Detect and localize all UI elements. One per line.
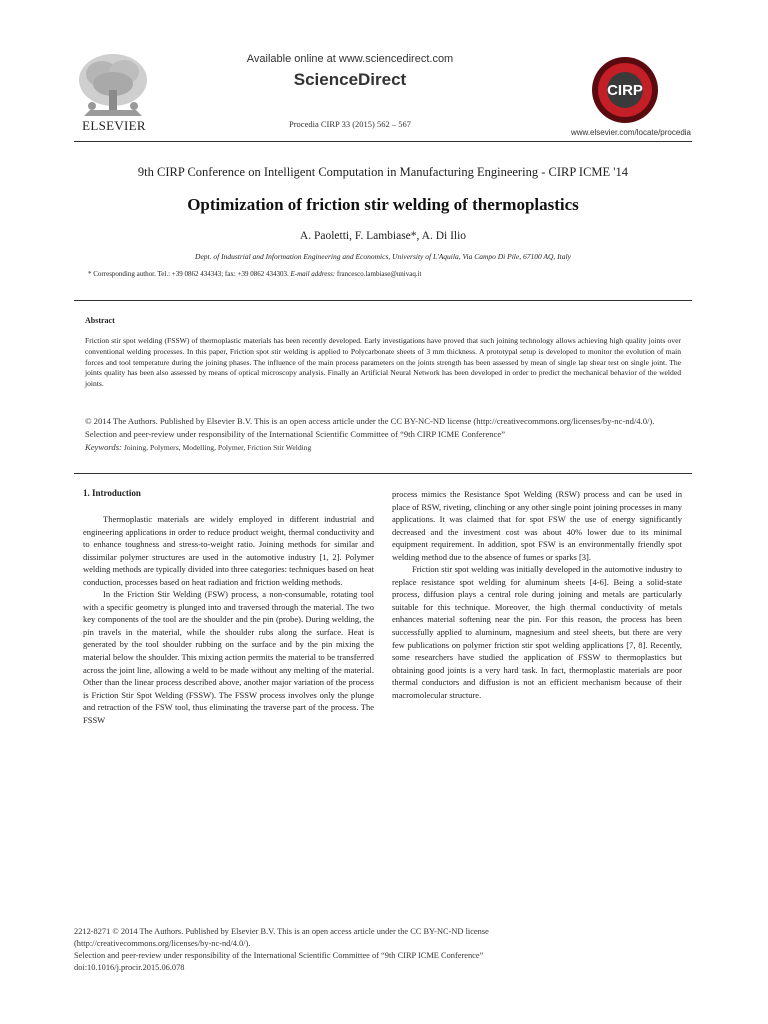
left-column: [83, 513, 374, 726]
corresponding-contact: * Corresponding author. Tel.: +39 0862 434343; fax: +39 0862 434303.: [88, 270, 291, 278]
footer-peer-review: Selection and peer-review under responsibility of the International Scientific Committee of “9th CIRP ICME Conference”: [74, 951, 484, 960]
footer-license-url[interactable]: (http://creativecommons.org/licenses/by-nc-nd/4.0/).: [74, 939, 251, 948]
cirp-logo-text: CIRP: [607, 82, 643, 99]
license-block: [85, 415, 685, 454]
paragraph: Friction stir spot welding was initially developed in the automotive industry to replace resistance spot welding for aluminum sheets [4-6]. Being a solid-state process, diffusion plays a central role during joining and metals are particularly suitable for this technique. Moreover, the high thermal conductivity of metals enhances material softening near the pin. For this reason, the process has been successfully applied to aluminum, magnesium and steel sheets, but there are very few publications on polymer friction stir spot welding applications [7, 8]. Recently, some researchers have studied the application of FSSW to thermoplastics but obtaining good joints is a very hard task. In fact, thermoplastic materials are poor thermal conductors and diffusion is not an efficient mechanism because of their macromolecular structure.: [392, 564, 682, 700]
abstract-body: Friction stir spot welding (FSSW) of thermoplastic materials has been recently developed. Early investigations have proved that such joining technology allows achieving high quality joints over conventional welding processes. In this paper, Friction spot stir welding is applied to Polycarbonate sheets of 3 mm thickness. A prototypal setup is developed to monitor the evolution of main forces and tool temperature during the joining phases. The influence of the main process parameters on the joints strength has been assessed by mean of single lap shear test on single joint. The joints quality has been also assessed by means of optical microscopy analysis. Finally an Artificial Neural Network has been developed in order to predict the mechanical behavior of the welded joints.: [85, 336, 681, 389]
email-label: E-mail address:: [290, 270, 336, 278]
paragraph: Thermoplastic materials are widely employed in different industrial and engineering applications in order to reduce product weight, thermal conductivity and to enhance toughness and stress-to-weight ratio. Joining methods for similar and dissimilar polymer structures are used in the automotive industry [1, 2]. Polymer welding methods are typically divided into three categories: techniques based on heat conduction, processes based on heat radiation and friction welding methods.: [83, 514, 374, 587]
sciencedirect-brand: ScienceDirect: [293, 70, 407, 89]
publisher-name: ELSEVIER: [82, 118, 146, 133]
email-address[interactable]: francesco.lambiase@univaq.it: [335, 270, 422, 278]
journal-homepage-link[interactable]: www.elsevier.com/locate/procedia: [570, 128, 691, 137]
paragraph: process mimics the Resistance Spot Welding (RSW) process and can be used in place of RSW, riveting, clinching or any other single point joining processes in many applications. It was claimed that for spot FSW the use of energy significantly decreased and the investment cost was about 40% lower due to its minimal equipment requirement. In addition, spot FSW is an environmentally friendly spot welding method due to the absence of fumes or sparks [3].: [392, 489, 682, 562]
footer-doi[interactable]: doi:10.1016/j.procir.2015.06.078: [74, 963, 185, 972]
section-heading: 1. Introduction: [83, 488, 141, 498]
peer-review-statement: Selection and peer-review under responsibility of the International Scientific Committee of “9th CIRP ICME Conference”: [85, 429, 506, 439]
keywords-list: Joining, Polymers, Modelling, Polymer, Friction Stir Welding: [121, 443, 312, 452]
abstract-heading: Abstract: [85, 316, 115, 325]
abstract-bottom-divider: [74, 473, 692, 474]
keywords-label: Keywords:: [85, 442, 122, 452]
author-list: A. Paoletti, F. Lambiase*, A. Di Ilio: [299, 230, 467, 242]
cirp-logo: [585, 55, 665, 125]
available-online-text: Available online at www.sciencedirect.com: [246, 53, 454, 65]
corresponding-author: [88, 270, 688, 278]
header-divider: [74, 141, 692, 142]
conference-name: 9th CIRP Conference on Intelligent Computation in Manufacturing Engineering - CIRP ICME '14: [137, 165, 629, 179]
page-footer: [74, 926, 692, 974]
abstract-top-divider: [74, 300, 692, 301]
paper-title: Optimization of friction stir welding of thermoplastics: [187, 195, 579, 214]
affiliation: Dept. of Industrial and Information Engineering and Economics, University of L'Aquila, Via Campo Di Pile, 67100 AQ, Italy: [195, 252, 571, 261]
right-column: [392, 488, 682, 701]
license-statement: © 2014 The Authors. Published by Elsevier B.V. This is an open access article under the CC BY-NC-ND license (http://creativecommons.org/licenses/by-nc-nd/4.0/).: [85, 416, 655, 426]
journal-reference: Procedia CIRP 33 (2015) 562 – 567: [289, 119, 411, 129]
paragraph: In the Friction Stir Welding (FSW) process, a non-consumable, rotating tool with a specific geometry is plunged into and traversed through the material. The two key components of the tool are the shoulder and the pin (probe). During welding, the pin travels in the material, while the shoulder rubs along the surface. Heat is generated by the tool shoulder rubbing on the surface and by the pin mixing the material below the shoulder. This mixing action permits the material to be transferred across the joint line, allowing a weld to be made without any melting of the material. Other than the linear process described above, another major variation of the process is Friction Stir Spot Welding (FSSW). The FSSW process involves only the plunge and retraction of the FSW tool, thus eliminating the traverse part of the process. The FSSW: [83, 589, 374, 725]
keywords-line: [85, 441, 685, 454]
footer-issn-line: 2212-8271 © 2014 The Authors. Published by Elsevier B.V. This is an open access article under the CC BY-NC-ND license: [74, 927, 489, 936]
